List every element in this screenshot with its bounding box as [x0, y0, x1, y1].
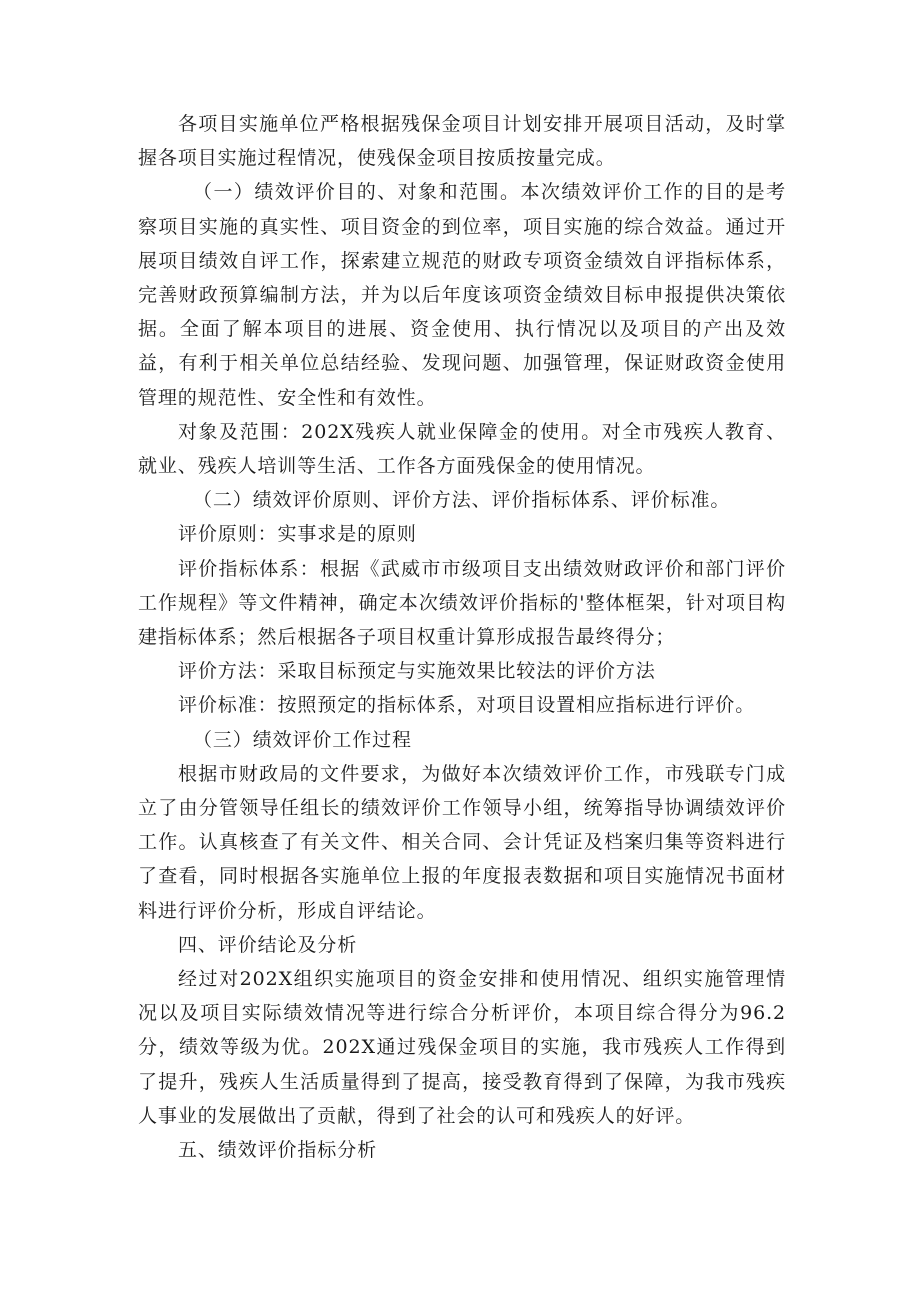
- heading-indicator-analysis: 五、绩效评价指标分析: [178, 1139, 378, 1162]
- paragraph-evaluation-method: 评价方法：采取目标预定与实施效果比较法的评价方法: [178, 660, 656, 683]
- heading-evaluation-principles: （二）绩效评价原则、评价方法、评价指标体系、评价标准。: [193, 489, 731, 512]
- heading-conclusion-analysis: 四、评价结论及分析: [178, 933, 358, 956]
- document-body: [138, 107, 786, 1167]
- paragraph-evaluation-standard: 评价标准：按照预定的指标体系，对项目设置相应指标进行评价。: [178, 694, 756, 717]
- paragraph-project-implementation: 各项目实施单位严格根据残保金项目计划安排开展项目活动，及时掌握各项目实施过程情况，使残保金项目按质按量完成。: [138, 113, 786, 170]
- paragraph-evaluation-purpose: （一）绩效评价目的、对象和范围。本次绩效评价工作的目的是考察项目实施的真实性、项目资金的到位率，项目实施的综合效益。通过开展项目绩效自评工作，探索建立规范的财政专项资金绩效自评指标体系，完善财政预算编制方法，并为以后年度该项资金绩效目标申报提供决策依据。全面了解本项目的进展、资金使用、执行情况以及项目的产出及效益，有利于相关单位总结经验、发现问题、加强管理，保证财政资金使用管理的规范性、安全性和有效性。: [138, 181, 786, 409]
- paragraph-conclusion-detail: 经过对202X组织实施项目的资金安排和使用情况、组织实施管理情况以及项目实际绩效情况等进行综合分析评价，本项目综合得分为96.2分，绩效等级为优。202X通过残保金项目的实施，我市残疾人工作得到了提升，残疾人生活质量得到了提高，接受教育得到了保障，为我市残疾人事业的发展做出了贡献，得到了社会的认可和残疾人的好评。: [138, 968, 786, 1127]
- paragraph-object-scope: 对象及范围：202X残疾人就业保障金的使用。对全市残疾人教育、就业、残疾人培训等生活、工作各方面残保金的使用情况。: [138, 420, 786, 478]
- paragraph-indicator-system: 评价指标体系：根据《武威市市级项目支出绩效财政评价和部门评价工作规程》等文件精神，确定本次绩效评价指标的'整体框架，针对项目构建指标体系；然后根据各子项目权重计算形成报告最终得分；: [138, 557, 786, 649]
- paragraph-evaluation-principle: 评价原则：实事求是的原则: [178, 523, 417, 546]
- paragraph-process-detail: 根据市财政局的文件要求，为做好本次绩效评价工作，市残联专门成立了由分管领导任组长的绩效评价工作领导小组，统筹指导协调绩效评价工作。认真核查了有关文件、相关合同、会计凭证及档案归集等资料进行了查看，同时根据各实施单位上报的年度报表数据和项目实施情况书面材料进行评价分析，形成自评结论。: [138, 762, 786, 922]
- heading-evaluation-process: （三）绩效评价工作过程: [193, 728, 412, 751]
